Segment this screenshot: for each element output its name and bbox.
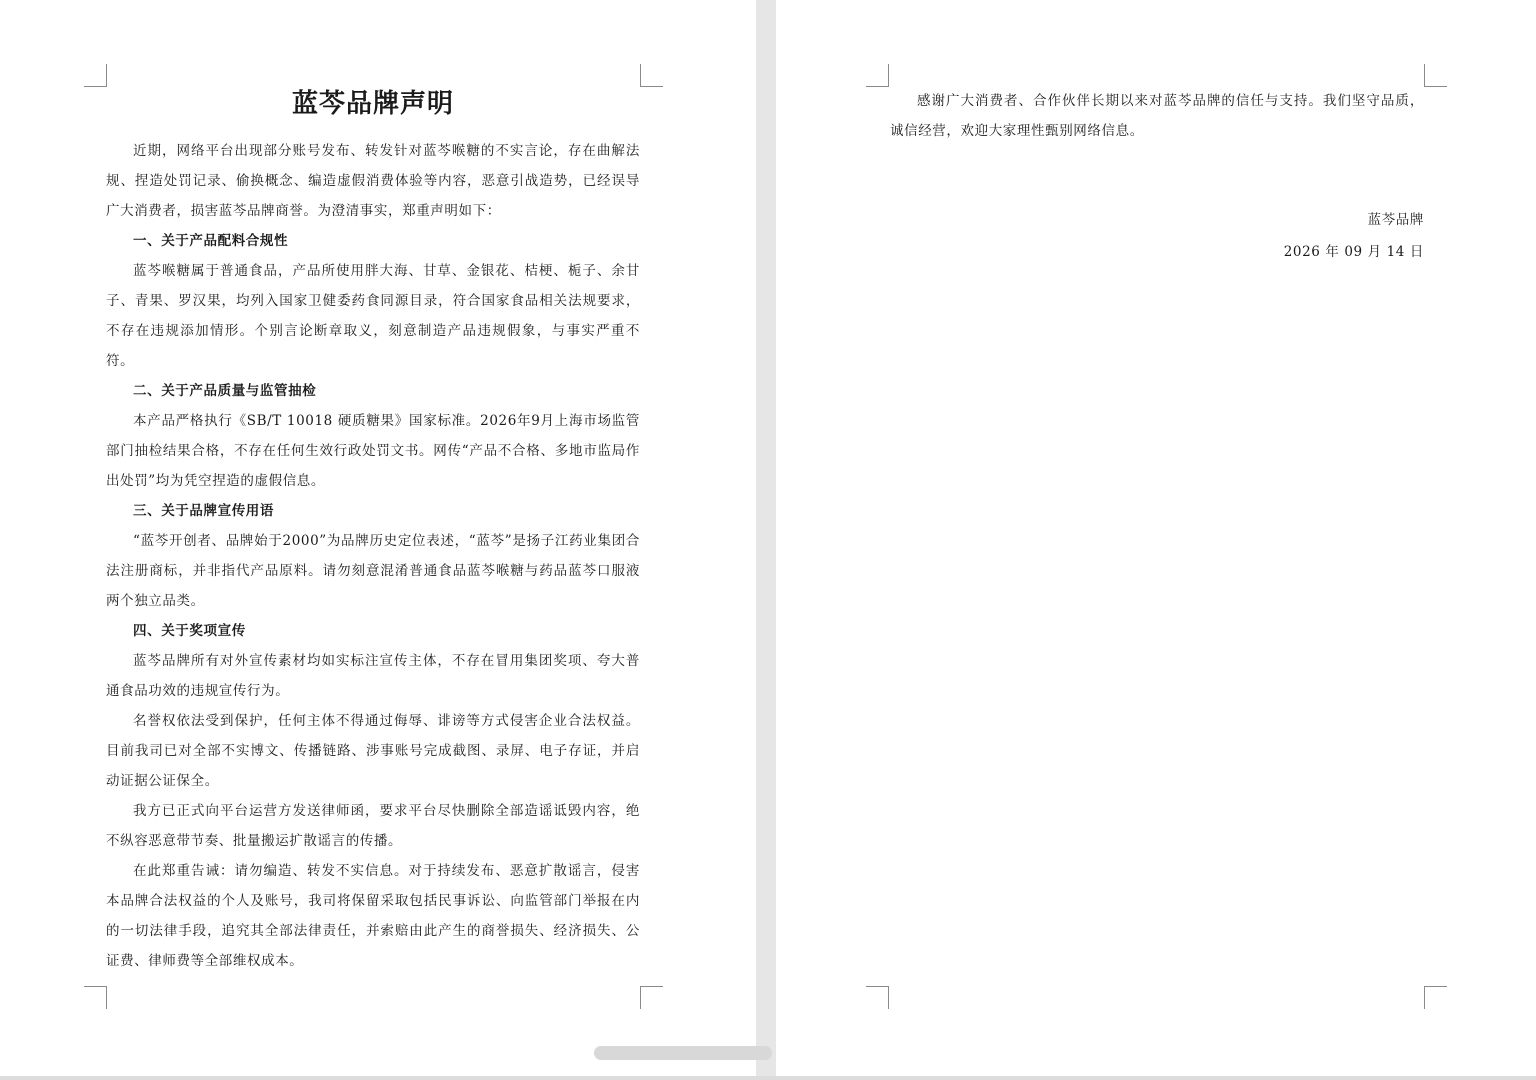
closing-paragraph-3: 在此郑重告诫：请勿编造、转发不实信息。对于持续发布、恶意扩散谣言，侵害本品牌合法权益的个人及账号，我司将保留采取包括民事诉讼、向监管部门举报在内的一切法律手段，追究其全部法律责任，并索赔由此产生的商誉损失、经济损失、公证费、律师费等全部维权成本。	[106, 863, 640, 969]
section-heading-2: 二、关于产品质量与监管抽检	[133, 383, 317, 399]
section-body-4: 蓝芩品牌所有对外宣传素材均如实标注宣传主体，不存在冒用集团奖项、夸大普通食品功效的违规宣传行为。	[106, 653, 640, 699]
crop-mark-bottom-left	[84, 986, 107, 1009]
section-body-1: 蓝芩喉糖属于普通食品，产品所使用胖大海、甘草、金银花、桔梗、栀子、余甘子、青果、罗汉果，均列入国家卫健委药食同源目录，符合国家食品相关法规要求，不存在违规添加情形。个别言论断章取义，刻意制造产品违规假象，与事实严重不符。	[106, 263, 640, 369]
crop-mark-top-right	[640, 64, 663, 87]
page-2-content	[890, 86, 1424, 268]
section-body-2: 本产品严格执行《SB/T 10018 硬质糖果》国家标准。2026年9月上海市场监管部门抽检结果合格，不存在任何生效行政处罚文书。网传“产品不合格、多地市监局作出处罚”均为凭空捏造的虚假信息。	[106, 413, 640, 489]
thanks-paragraph: 感谢广大消费者、合作伙伴长期以来对蓝芩品牌的信任与支持。我们坚守品质，诚信经营，欢迎大家理性甄别网络信息。	[890, 93, 1424, 139]
intro-paragraph: 近期，网络平台出现部分账号发布、转发针对蓝芩喉糖的不实言论，存在曲解法规、捏造处罚记录、偷换概念、编造虚假消费体验等内容，恶意引战造势，已经误导广大消费者，损害蓝芩品牌商誉。为澄清事实，郑重声明如下：	[106, 143, 640, 219]
page-1-content	[106, 86, 640, 976]
closing-paragraph-2: 我方已正式向平台运营方发送律师函，要求平台尽快删除全部造谣诋毁内容，绝不纵容恶意带节奏、批量搬运扩散谣言的传播。	[106, 803, 640, 849]
section-body-3: “蓝芩开创者、品牌始于2000”为品牌历史定位表述，“蓝芩”是扬子江药业集团合法注册商标，并非指代产品原料。请勿刻意混淆普通食品蓝芩喉糖与药品蓝芩口服液两个独立品类。	[106, 533, 640, 609]
section-heading-1: 一、关于产品配料合规性	[133, 233, 289, 249]
section-heading-4: 四、关于奖项宣传	[133, 623, 246, 639]
crop-mark-bottom-right	[640, 986, 663, 1009]
signature: 蓝芩品牌	[1367, 212, 1424, 228]
horizontal-scrollbar[interactable]	[594, 1046, 772, 1060]
crop-mark-top-left	[866, 64, 889, 87]
closing-paragraph-1: 名誉权依法受到保护，任何主体不得通过侮辱、诽谤等方式侵害企业合法权益。目前我司已对全部不实博文、传播链路、涉事账号完成截图、录屏、电子存证，并启动证据公证保全。	[106, 713, 640, 789]
window-bottom-edge	[0, 1076, 1536, 1080]
section-heading-3: 三、关于品牌宣传用语	[133, 503, 274, 519]
crop-mark-top-right	[1424, 64, 1447, 87]
crop-mark-top-left	[84, 64, 107, 87]
signature-block	[890, 204, 1424, 268]
document-title: 蓝芩品牌声明	[291, 89, 454, 119]
crop-mark-bottom-right	[1424, 986, 1447, 1009]
crop-mark-bottom-left	[866, 986, 889, 1009]
date: 2026 年 09 月 14 日	[1283, 244, 1424, 260]
